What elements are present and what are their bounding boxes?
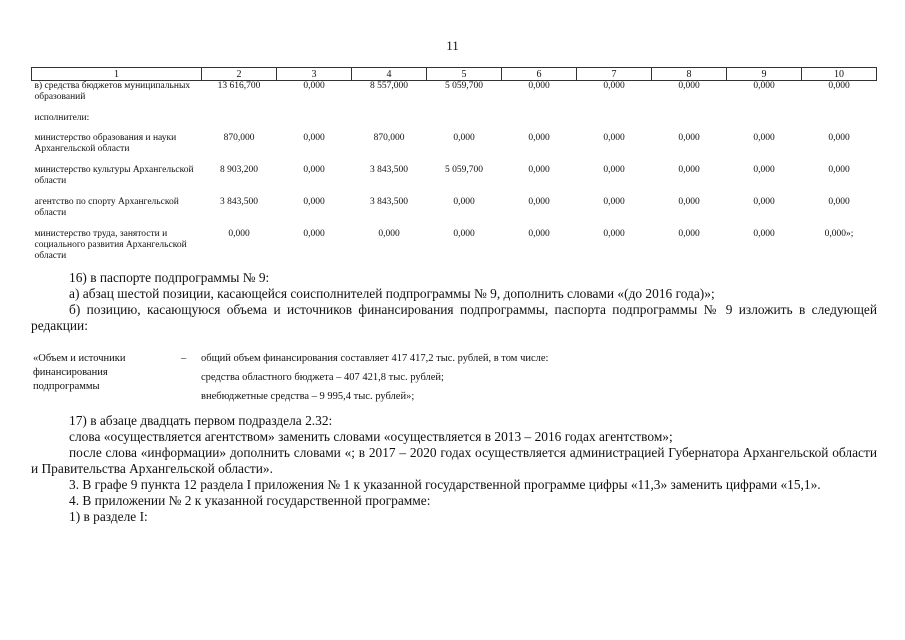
table-cell: 0,000	[453, 132, 475, 143]
table-cell: 0,000	[753, 164, 775, 175]
table-cell: 0,000	[828, 164, 850, 175]
table-cell: 0,000	[753, 81, 775, 91]
table-cell: 0,000	[303, 196, 325, 207]
row-label: министерство культуры Архангельской области	[34, 164, 194, 186]
table-cell: 8 903,200	[220, 164, 258, 175]
page-number: 11	[446, 38, 459, 53]
column-header: 1	[32, 68, 202, 81]
table-cell: 870,000	[373, 132, 405, 143]
paragraph: 17) в абзаце двадцать первом подраздела 2.32:	[69, 413, 333, 428]
table-cell: 0,000	[678, 228, 700, 239]
passport-label: «Объем и источники финансирования подпрограммы	[33, 353, 126, 392]
table-cell: 0,000	[303, 228, 325, 239]
amendment-block-16	[31, 270, 877, 334]
table-cell: 3 843,500	[220, 196, 258, 207]
table-cell: 0,000	[528, 164, 550, 175]
table-cell: 0,000	[528, 228, 550, 239]
column-header: 10	[802, 68, 877, 81]
passport-dash: –	[181, 353, 187, 364]
table-cell: 870,000	[223, 132, 255, 143]
row-label: министерство образования и науки Архангельской области	[34, 132, 177, 154]
row-label: исполнители:	[34, 112, 90, 123]
row-label: в) средства бюджетов муниципальных образований	[34, 81, 191, 102]
table-row	[32, 113, 877, 133]
table-cell: 0,000	[303, 81, 325, 91]
table-row	[32, 81, 877, 113]
table-cell: 0,000	[378, 228, 400, 239]
table-cell: 0,000	[678, 196, 700, 207]
paragraph: а) абзац шестой позиции, касающейся соисполнителей подпрограммы № 9, дополнить словами «(до 2016 года)»;	[69, 286, 715, 301]
table-cell: 0,000	[753, 132, 775, 143]
table-cell: 0,000	[828, 196, 850, 207]
table-cell: 3 843,500	[370, 164, 408, 175]
paragraph: 4. В приложении № 2 к указанной государственной программе:	[69, 493, 431, 508]
table-header-row	[32, 68, 877, 81]
column-header: 5	[427, 68, 502, 81]
row-label: агентство по спорту Архангельской области	[34, 196, 179, 218]
paragraph: после слова «информации» дополнить словами «; в 2017 – 2020 годах осуществляется администрацией Губернатора Архангельской области и Правительства Архангельской области».	[31, 445, 877, 476]
table-row	[32, 165, 877, 197]
paragraph: 1) в разделе I:	[69, 509, 148, 524]
table-cell: 0,000	[603, 164, 625, 175]
amendment-block-17	[31, 413, 877, 525]
table-cell: 0,000	[753, 228, 775, 239]
table-cell: 0,000	[453, 228, 475, 239]
table-cell: 0,000	[678, 164, 700, 175]
table-cell: 0,000	[753, 196, 775, 207]
column-header: 3	[277, 68, 352, 81]
table-cell: 0,000	[678, 81, 700, 91]
paragraph: слова «осуществляется агентством» заменить словами «осуществляется в 2013 – 2016 годах агентством»;	[69, 429, 673, 444]
table-cell: 0,000	[603, 196, 625, 207]
table-cell: 0,000	[528, 132, 550, 143]
table-cell: 0,000	[828, 132, 850, 143]
passport-values	[201, 352, 871, 409]
table-cell: 0,000	[603, 132, 625, 143]
table-row	[32, 229, 877, 265]
table-cell: 0,000	[303, 132, 325, 143]
table-cell: 3 843,500	[370, 196, 408, 207]
passport-line: общий объем финансирования составляет 417 417,2 тыс. рублей, в том числе:	[201, 353, 549, 364]
paragraph: 16) в паспорте подпрограммы № 9:	[69, 270, 270, 285]
paragraph: б) позицию, касающуюся объема и источников финансирования подпрограммы, паспорта подпрограммы № 9 изложить в следующей редакции:	[31, 302, 877, 333]
table-cell: 0,000	[528, 81, 550, 91]
passport-line: средства областного бюджета – 407 421,8 тыс. рублей;	[201, 372, 444, 383]
table-cell: 5 059,700	[445, 81, 483, 91]
column-header: 2	[202, 68, 277, 81]
table-cell: 8 557,000	[370, 81, 408, 91]
column-header: 8	[652, 68, 727, 81]
column-header: 9	[727, 68, 802, 81]
passport-line: внебюджетные средства – 9 995,4 тыс. рублей»;	[201, 391, 415, 402]
table-cell: 0,000	[453, 196, 475, 207]
column-header: 7	[577, 68, 652, 81]
table-row	[32, 197, 877, 229]
row-label: министерство труда, занятости и социального развития Архангельской области	[34, 228, 187, 261]
table-cell: 5 059,700	[445, 164, 483, 175]
table-cell: 0,000»;	[824, 228, 854, 239]
table-cell: 0,000	[603, 228, 625, 239]
table-cell: 0,000	[228, 228, 250, 239]
table-row	[32, 133, 877, 165]
column-header: 6	[502, 68, 577, 81]
table-cell: 0,000	[828, 81, 850, 91]
column-header: 4	[352, 68, 427, 81]
table-cell: 13 616,700	[217, 81, 261, 91]
financing-table	[31, 67, 877, 265]
table-cell: 0,000	[528, 196, 550, 207]
table-cell: 0,000	[603, 81, 625, 91]
paragraph: 3. В графе 9 пункта 12 раздела I приложения № 1 к указанной государственной программе цифры «11,3» заменить цифрами «15,1».	[69, 477, 821, 492]
table-cell: 0,000	[303, 164, 325, 175]
table-cell: 0,000	[678, 132, 700, 143]
